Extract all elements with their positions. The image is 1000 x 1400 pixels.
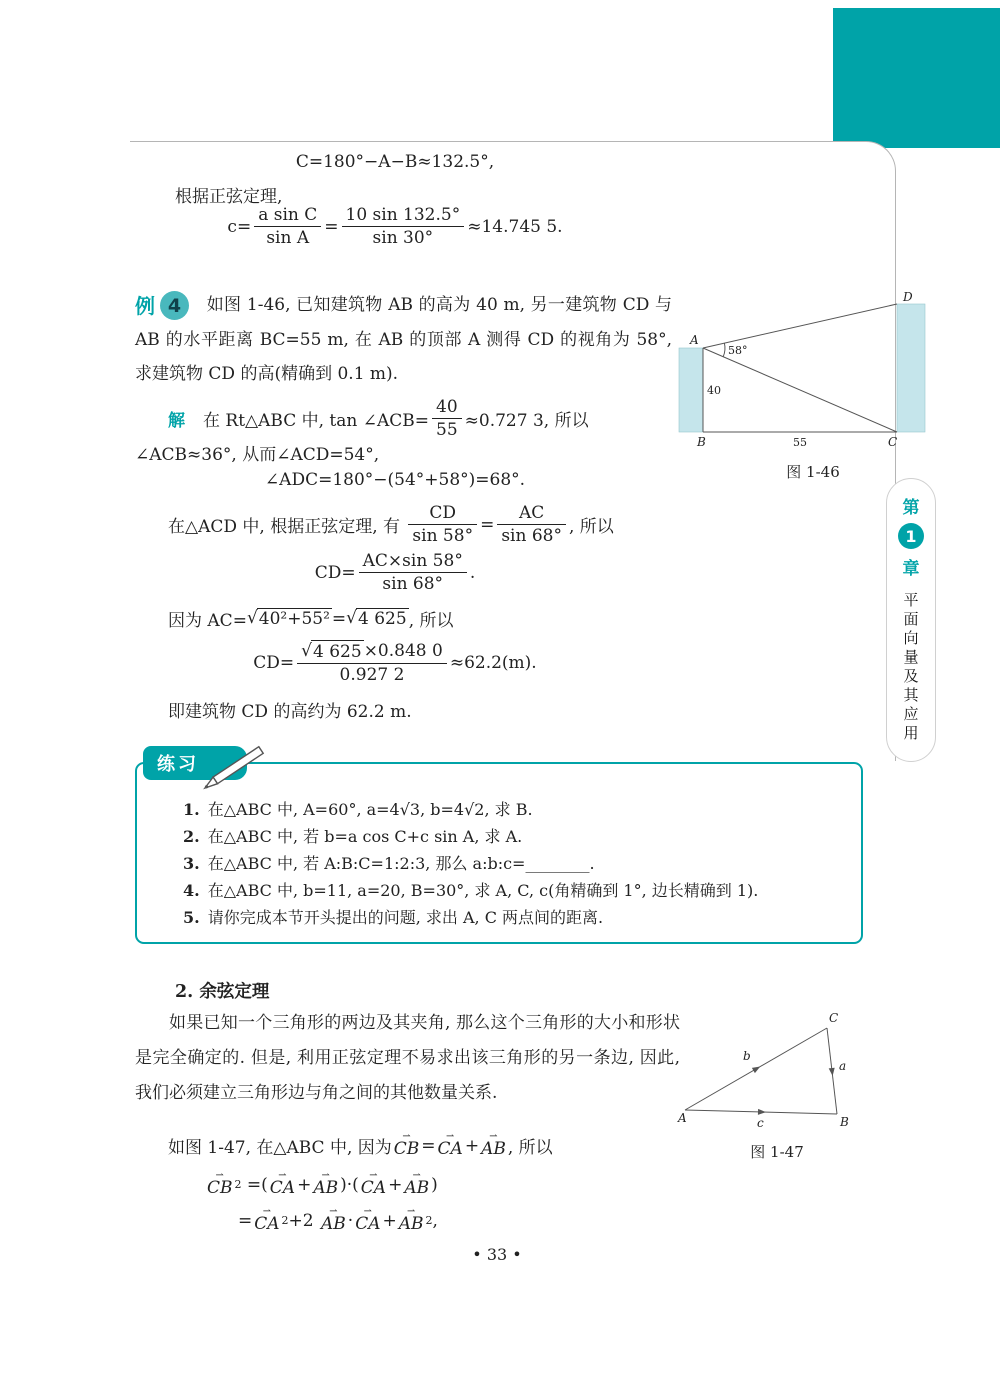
- solution-line-2: ∠ACB≈36°, 从而∠ACD=54°,: [135, 445, 380, 465]
- arrowhead-a: [829, 1068, 835, 1076]
- side-b-label: b: [743, 1049, 751, 1063]
- formula-c-angle: C=180°−A−B≈132.5°,: [295, 152, 495, 172]
- exponent: 2: [425, 1214, 433, 1227]
- exercise-text: 在△ABC 中, A=60°, a=4√3, b=4√2, 求 B.: [207, 800, 533, 819]
- chapter-suffix: 章: [902, 559, 920, 579]
- figure-1-47-drawing: [677, 1012, 877, 1132]
- solution-line-1: 解 在 Rt△ABC 中, tan ∠ACB= $\frac{40}{55}$ ≈0.727 3, 所以: [168, 397, 589, 441]
- arrowhead-b: [752, 1067, 760, 1074]
- chapter-tab: [886, 478, 936, 762]
- solution-line-7: CD= √ 4 625 ×0.848 0 0.927 2 ≈62.2(m).: [253, 641, 537, 686]
- chapter-prefix: 第: [902, 498, 920, 518]
- exercise-tab-label: 练习: [157, 754, 199, 775]
- solution-line-5: CD= $\frac{AC\times\sin 58^\circ}{\sin 68^\circ}$ .: [314, 551, 476, 595]
- chapter-number-badge: 1: [898, 523, 924, 549]
- side-c-label: c: [757, 1116, 764, 1130]
- fraction: $\frac{10 \sin 132.5^\circ}{\sin 30^\circ}$: [342, 204, 465, 249]
- figure-1-47: [672, 1012, 882, 1162]
- radical-sign: √: [346, 608, 358, 628]
- vector-ab: ⇀ AB: [404, 1170, 430, 1198]
- pencil-icon: [195, 738, 281, 790]
- fraction: $\frac{\text{a sin C}}{\text{sin A}}$: [254, 204, 321, 249]
- vector-ab: ⇀ AB: [313, 1170, 339, 1198]
- fraction: √ 4 625 ×0.848 0 0.927 2: [297, 640, 447, 686]
- vertex-b-label: B: [840, 1115, 849, 1129]
- side-a-label: a: [839, 1059, 847, 1073]
- section-paragraph: 如果已知一个三角形的两边及其夹角, 那么这个三角形的大小和形状是完全确定的. 但是, 利用正弦定理不易求出该三角形的另一条边, 因此, 我们必须建立三角形边与角之间的其他数量关系.: [135, 1013, 680, 1103]
- vector-arrow-icon: ⇀: [412, 1170, 421, 1181]
- building-cd: [897, 304, 925, 432]
- solution-line-8: 即建筑物 CD 的高约为 62.2 m.: [168, 702, 412, 722]
- exercise-item: [183, 796, 843, 823]
- exercise-number: 2.: [183, 827, 200, 846]
- chapter-title: 平面向量及其应用: [901, 592, 920, 744]
- solution-line-3: ∠ADC=180°−(54°+58°)=68°.: [264, 470, 526, 490]
- page-corner-decoration: [833, 8, 1000, 148]
- vector-ca: ⇀ CA: [355, 1206, 381, 1234]
- vector-arrow-icon: ⇀: [402, 1131, 411, 1142]
- vertex-a-label: A: [678, 1111, 687, 1125]
- page-number: • 33 •: [472, 1245, 522, 1264]
- angle-label: 58°: [728, 344, 748, 357]
- figure-1-46-caption: 图 1-46: [786, 463, 840, 481]
- vector-arrow-icon: ⇀: [215, 1170, 224, 1181]
- vector-arrow-icon: ⇀: [278, 1170, 287, 1181]
- vector-ca: ⇀ CA: [360, 1170, 387, 1198]
- vector-cb: ⇀ CB: [207, 1170, 233, 1198]
- vector-arrow-icon: ⇀: [406, 1206, 416, 1217]
- vector-ab: ⇀ AB: [321, 1206, 346, 1234]
- vector-ab: ⇀ AB: [398, 1206, 424, 1234]
- exercise-text: 在△ABC 中, 若 A:B:C=1:2:3, 那么 a:b:c=________.: [207, 854, 595, 873]
- exercise-text: 在△ABC 中, 若 b=a cos C+c sin A, 求 A.: [207, 827, 523, 846]
- angle-arc: [723, 343, 725, 357]
- arrowhead-c: [758, 1109, 766, 1115]
- vector-arrow-icon: ⇀: [329, 1206, 338, 1217]
- base-label: 55: [793, 436, 807, 449]
- formula-sine-rule: c= $\frac{\text{a sin C}}{\text{sin A}}$ = $\frac{10 \sin 132.5^\circ}{\sin 30^\circ}$ ≈14.745 5.: [227, 205, 563, 249]
- solution-line-6: 因为 AC= √ 40²+55² = √ 4 625 , 所以: [168, 608, 454, 631]
- exercise-number: 1.: [183, 800, 200, 819]
- figure-1-47-caption: 图 1-47: [750, 1143, 804, 1161]
- vertex-a-label: A: [690, 333, 699, 347]
- fraction: $\frac{40}{55}$: [432, 396, 462, 441]
- example-number-badge: 4: [160, 291, 189, 320]
- vector-ca: ⇀ CA: [254, 1206, 280, 1234]
- fraction: $\frac{AC\times\sin 58^\circ}{\sin 68^\circ}$: [359, 550, 467, 595]
- vertex-c-label: C: [888, 435, 898, 449]
- solution-line-4: 在△ACD 中, 根据正弦定理, 有 $\frac{CD}{\sin 58^\circ}$ = $\frac{AC}{\sin 68^\circ}$ , 所以: [168, 503, 614, 547]
- vector-arrow-icon: ⇀: [489, 1131, 498, 1142]
- exercise-number: 5.: [183, 908, 200, 927]
- fraction: $\frac{AC}{\sin 68^\circ}$: [497, 502, 566, 547]
- exercise-item: [183, 877, 843, 904]
- vertex-d-label: D: [903, 290, 913, 304]
- vector-arrow-icon: ⇀: [363, 1206, 373, 1217]
- figure-1-46-drawing: [673, 290, 953, 452]
- vector-equation-1: ⇀ CB 2 =( ⇀ CA + ⇀ AB )·( ⇀ CA + ⇀ AB ): [207, 1170, 438, 1198]
- radical-sign: √: [246, 608, 258, 628]
- intro-text: 根据正弦定理,: [175, 187, 283, 207]
- vector-arrow-icon: ⇀: [262, 1206, 272, 1217]
- vertex-b-label: B: [697, 435, 706, 449]
- sight-line-ac: [703, 348, 897, 432]
- vector-arrow-icon: ⇀: [369, 1170, 378, 1181]
- vector-ab: ⇀ AB: [481, 1131, 506, 1159]
- vertex-c-label: C: [829, 1012, 839, 1025]
- vector-cb: ⇀ CB: [393, 1131, 420, 1159]
- formula-lhs: c=: [227, 216, 252, 237]
- square-root: √ 4 625: [301, 641, 362, 662]
- exercise-item: [183, 823, 843, 850]
- radical-sign: √: [301, 641, 313, 661]
- vector-ca: ⇀ CA: [437, 1131, 463, 1159]
- building-ab: [679, 348, 703, 432]
- exercise-number: 4.: [183, 881, 200, 900]
- square-root: √ 40²+55²: [246, 608, 330, 629]
- vector-arrow-icon: ⇀: [445, 1131, 455, 1142]
- example4-text: 如图 1-46, 已知建筑物 AB 的高为 40 m, 另一建筑物 CD 与 AB 的水平距离 BC=55 m, 在 AB 的顶部 A 测得 CD 的视角为 58°, 求建筑物 CD 的高(精确到 0.1 m).: [135, 295, 673, 384]
- exercise-item: [183, 850, 843, 877]
- exercise-item: [183, 904, 843, 931]
- vector-equation-2: = ⇀ CA 2 +2 ⇀ AB · ⇀ CA + ⇀ AB 2 ,: [238, 1206, 438, 1234]
- solution-label: 解: [168, 411, 185, 432]
- exercise-number: 3.: [183, 854, 200, 873]
- exponent: 2: [281, 1214, 289, 1227]
- square-root: √ 4 625: [346, 608, 407, 629]
- fraction: $\frac{CD}{\sin 58^\circ}$: [408, 502, 477, 547]
- vector-intro-line: 如图 1-47, 在△ABC 中, 因为 ⇀ CB = ⇀ CA + ⇀ AB , 所以: [168, 1131, 553, 1159]
- vector-arrow-icon: ⇀: [321, 1170, 330, 1181]
- vector-ca: ⇀ CA: [269, 1170, 296, 1198]
- example4-badge: [135, 289, 189, 323]
- exponent: 2: [234, 1178, 242, 1191]
- figure-1-46: [672, 290, 954, 482]
- example4-paragraph: [135, 288, 672, 391]
- section-heading: 2. 余弦定理: [175, 982, 270, 1002]
- exercise-box: [135, 754, 863, 944]
- exercise-text: 请你完成本节开头提出的问题, 求出 A, C 两点间的距离.: [207, 908, 604, 927]
- height-label: 40: [707, 384, 721, 397]
- exercise-text: 在△ABC 中, b=11, a=20, B=30°, 求 A, C, c(角精确到 1°, 边长精确到 1).: [207, 881, 759, 900]
- example-label: 例: [135, 293, 155, 318]
- sight-line-ad: [703, 304, 897, 348]
